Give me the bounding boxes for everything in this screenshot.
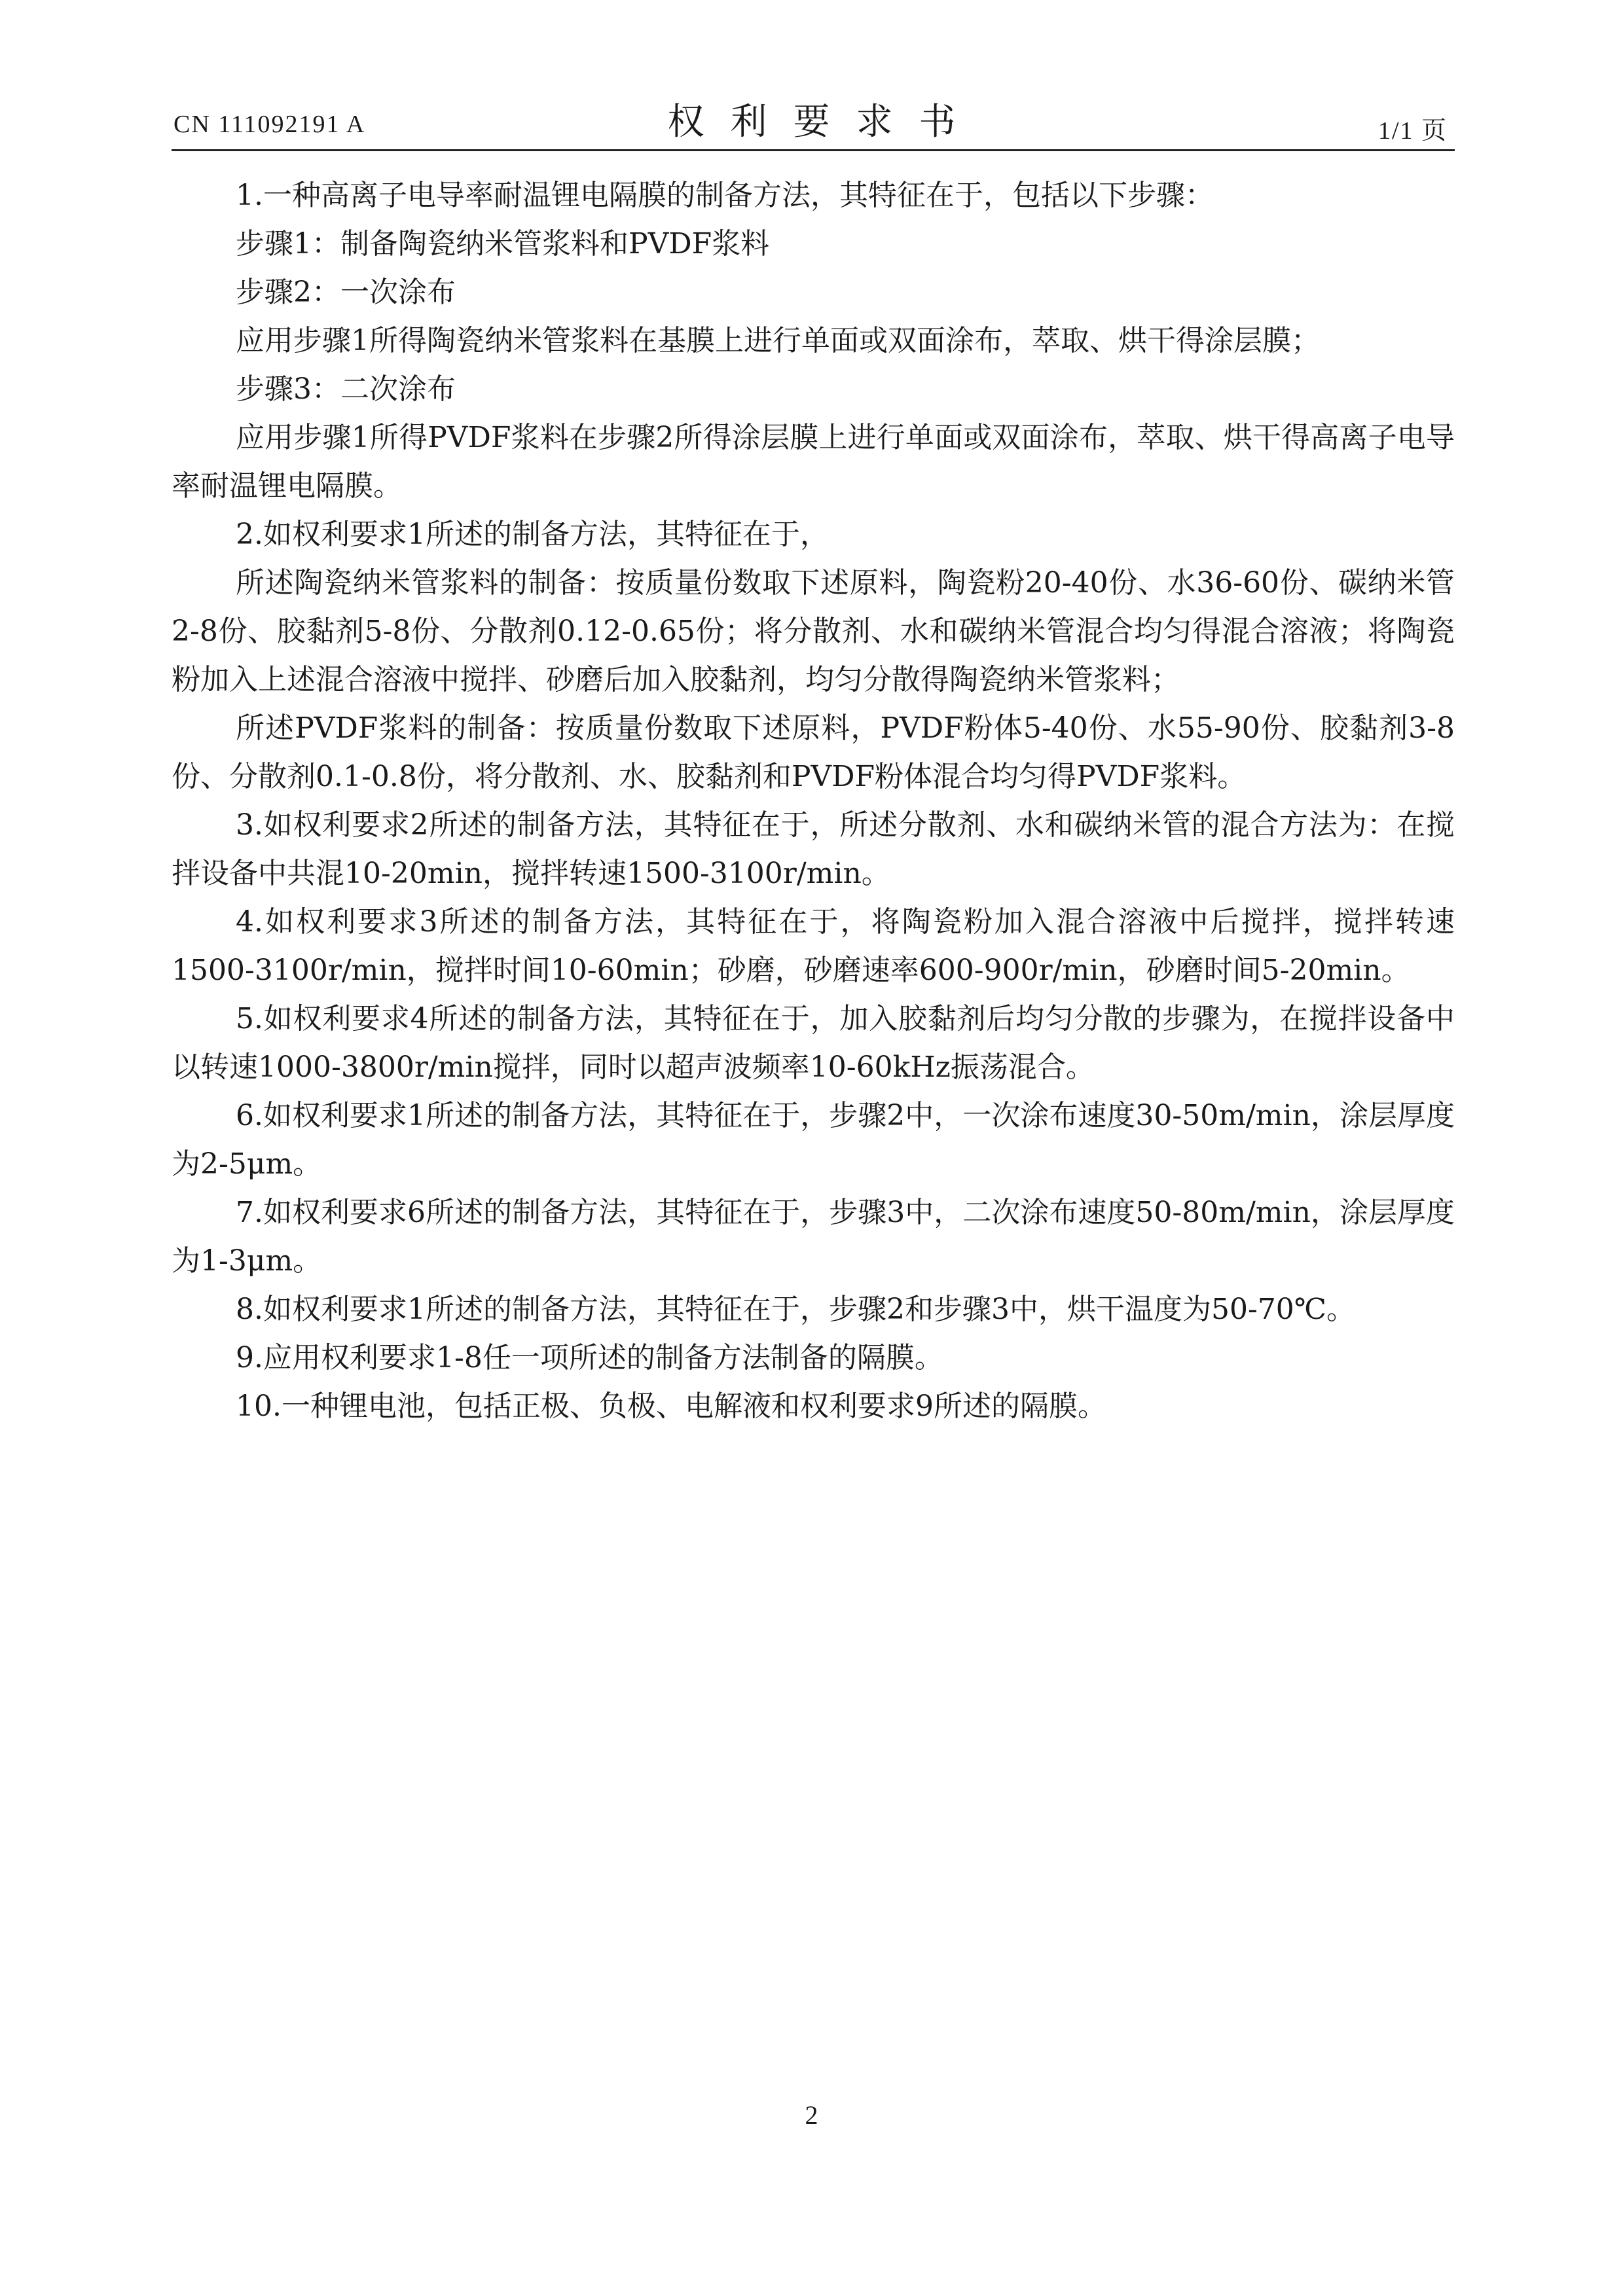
claim-8: 8.如权利要求1所述的制备方法，其特征在于，步骤2和步骤3中，烘干温度为50-70℃。 <box>236 1293 1356 1326</box>
patent-number: CN 111092191 A <box>173 111 366 138</box>
claim-9: 9.应用权利要求1-8任一项所述的制备方法制备的隔膜。 <box>236 1341 943 1374</box>
page-number: 2 <box>805 2100 818 2130</box>
claim-4: 4.如权利要求3所述的制备方法，其特征在于，将陶瓷粉加入混合溶液中后搅拌，搅拌转速1500-3100r/min，搅拌时间10-60min；砂磨，砂磨速率600-900r/min，砂磨时间5-20min。 <box>172 905 1455 987</box>
claim-2-pvdf-slurry: 所述PVDF浆料的制备：按质量份数取下述原料，PVDF粉体5-40份、水55-90份、胶黏剂3-8份、分散剂0.1-0.8份，将分散剂、水、胶黏剂和PVDF粉体混合均匀得PVDF浆料。 <box>172 711 1455 793</box>
claim-1-step3: 步骤3：二次涂布 <box>236 372 456 406</box>
claim-10: 10.一种锂电池，包括正极、负极、电解液和权利要求9所述的隔膜。 <box>236 1390 1106 1423</box>
claim-1-step2: 步骤2：一次涂布 <box>236 276 456 309</box>
claim-2: 2.如权利要求1所述的制备方法，其特征在于， <box>236 518 829 551</box>
claim-1: 1.一种高离子电导率耐温锂电隔膜的制备方法，其特征在于，包括以下步骤： <box>236 179 1214 212</box>
claim-7: 7.如权利要求6所述的制备方法，其特征在于，步骤3中，二次涂布速度50-80m/min，涂层厚度为1-3μm。 <box>172 1196 1455 1278</box>
claim-1-step2-detail: 应用步骤1所得陶瓷纳米管浆料在基膜上进行单面或双面涂布，萃取、烘干得涂层膜； <box>236 324 1320 357</box>
claim-1-step3-detail: 应用步骤1所得PVDF浆料在步骤2所得涂层膜上进行单面或双面涂布，萃取、烘干得高离子电导率耐温锂电隔膜。 <box>172 421 1455 503</box>
claim-1-step1: 步骤1：制备陶瓷纳米管浆料和PVDF浆料 <box>236 227 770 260</box>
document-title: 权利要求书 <box>667 101 982 143</box>
page-indicator: 1/1 页 <box>1377 117 1448 145</box>
claim-3: 3.如权利要求2所述的制备方法，其特征在于，所述分散剂、水和碳纳米管的混合方法为：在搅拌设备中共混10-20min，搅拌转速1500-3100r/min。 <box>172 808 1455 890</box>
claim-2-ceramic-slurry: 所述陶瓷纳米管浆料的制备：按质量份数取下述原料，陶瓷粉20-40份、水36-60份、碳纳米管2-8份、胶黏剂5-8份、分散剂0.12-0.65份；将分散剂、水和碳纳米管混合均匀得混合溶液；将陶瓷粉加入上述混合溶液中搅拌、砂磨后加入胶黏剂，均匀分散得陶瓷纳米管浆料； <box>172 566 1455 696</box>
claim-5: 5.如权利要求4所述的制备方法，其特征在于，加入胶黏剂后均匀分散的步骤为，在搅拌设备中以转速1000-3800r/min搅拌，同时以超声波频率10-60kHz振荡混合。 <box>172 1002 1455 1084</box>
claim-6: 6.如权利要求1所述的制备方法，其特征在于，步骤2中，一次涂布速度30-50m/min，涂层厚度为2-5μm。 <box>172 1099 1455 1181</box>
header-rule <box>172 149 1455 151</box>
claims-body <box>172 171 1455 1431</box>
